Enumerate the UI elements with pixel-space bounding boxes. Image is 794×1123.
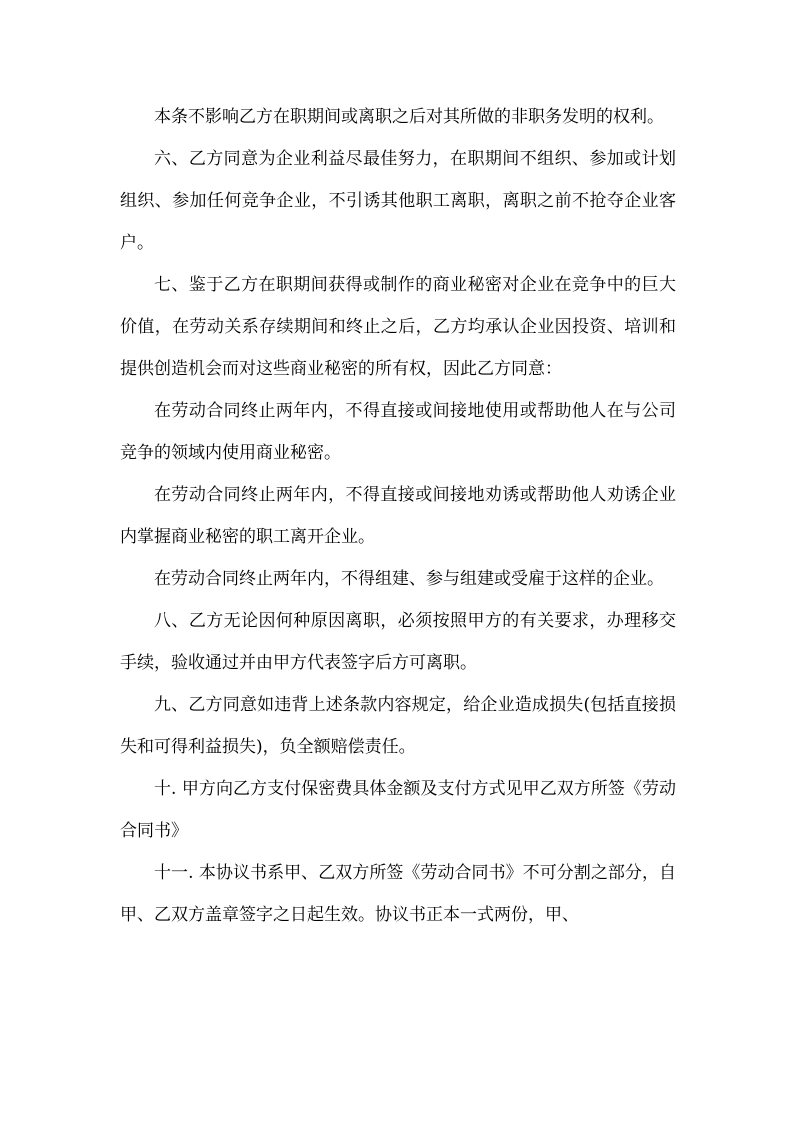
paragraph-clause-11: 十一. 本协议书系甲、乙双方所签《劳动合同书》不可分割之部分，自甲、乙双方盖章签字之日起生效。协议书正本一式两份，甲、 [120,863,676,925]
paragraph-clause-7-item-1: 在劳动合同终止两年内，不得直接或间接地使用或帮助他人在与公司竞争的领域内使用商业秘密。 [120,401,676,463]
paragraph-clause-7-item-2: 在劳动合同终止两年内，不得直接或间接地劝诱或帮助他人劝诱企业内掌握商业秘密的职工离开企业。 [120,485,676,547]
paragraph-clause-9: 九、乙方同意如违背上述条款内容规定，给企业造成损失(包括直接损失和可得利益损失)，负全额赔偿责任。 [120,695,676,757]
paragraph-clause-7: 七、鉴于乙方在职期间获得或制作的商业秘密对企业在竞争中的巨大价值，在劳动关系存续期间和终止之后，乙方均承认企业因投资、培训和提供创造机会而对这些商业秘密的所有权，因此乙方同意： [120,275,676,379]
paragraph-clause-10: 十. 甲方向乙方支付保密费具体金额及支付方式见甲乙双方所签《劳动合同书》 [120,779,676,841]
paragraph-invention-rights: 本条不影响乙方在职期间或离职之后对其所做的非职务发明的权利。 [154,107,664,127]
paragraph-clause-7-item-3: 在劳动合同终止两年内，不得组建、参与组建或受雇于这样的企业。 [154,569,664,589]
paragraph-clause-8: 八、乙方无论因何种原因离职，必须按照甲方的有关要求，办理移交手续，验收通过并由甲方代表签字后方可离职。 [120,611,676,673]
paragraph-clause-6: 六、乙方同意为企业利益尽最佳努力，在职期间不组织、参加或计划组织、参加任何竞争企业，不引诱其他职工离职，离职之前不抢夺企业客户。 [120,149,676,253]
document-body [120,96,676,936]
